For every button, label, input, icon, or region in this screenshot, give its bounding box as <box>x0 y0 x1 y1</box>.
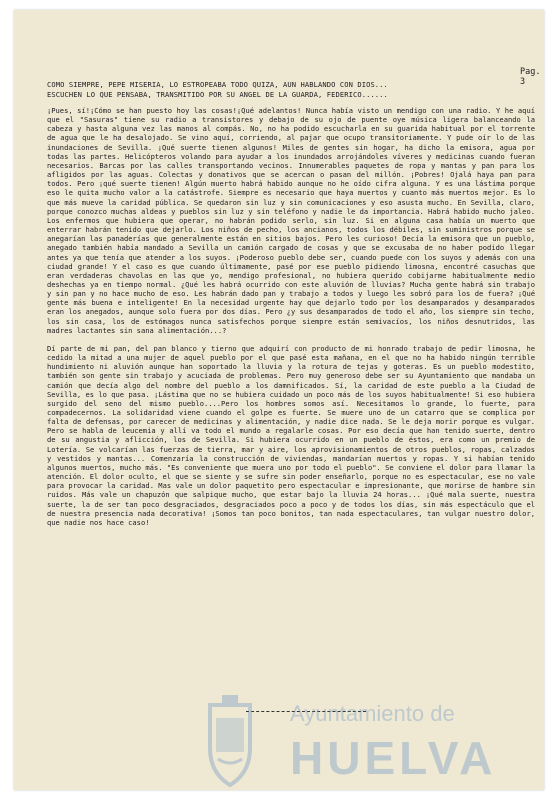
watermark-line-2: HUELVA <box>290 732 497 784</box>
document-page <box>14 10 544 790</box>
watermark-line-1: Ayuntamiento de <box>290 701 455 726</box>
archive-watermark <box>172 693 497 790</box>
document-heading <box>47 80 533 99</box>
page-number: Pag. 3 <box>520 67 541 87</box>
heading-line-2: ESCUCHEN LO QUE PENSABA, TRANSMITIDO POR SU ANGEL DE LA GUARDA, FEDERICO...... <box>47 89 388 99</box>
coat-of-arms-icon <box>180 693 280 790</box>
document-body <box>47 106 535 527</box>
paragraph-1: ¡Pues, sí!¡Cómo se han puesto hoy las cosas!¡Qué adelantos! Nunca había visto un mendigo con una radio. Y he aquí que el "Sasuras" tiene su radio a transistores y debajo de su ojo de puente oye música ligera balanceando la cabeza y hasta alguna vez las manos al compás. No, no ha podido escucharla en su guarida habitual por el torrente de agua que le ha desalojado. Se vino aquí, corriendo, al pajar que ocupo transitoriamente. Y pude oír lo de las inundaciones de Sevilla. ¡Qué suerte tienen algunos! Miles de gentes sin hogar, ha dicho la emisora, agua por todas las partes. Helicópteros volando para ayudar a los inundados arrojándoles víveres y medicinas cuando fueran necesarios. Barcas por las calles transportando vecinos. Innumerables paquetes de ropa y mantas y pan para los afligidos por las aguas. Colectas y donativos que se acercan o pasan del millón. ¡Pobres! Ojalá haya pan para todos. Pero ¡qué suerte tienen! Algún muerto habrá habido aunque no he oído cifra alguna. Y es una lástima porque eso le quita mucho valor a la catástrofe. Siempre es necesario que haya muertos y cuanto más muertos mejor. Es lo que más mueve la caridad pública. Se quedaron sin luz y sin comunicaciones y eso asusta mucho. En Sevilla, claro, porque conozco muchas aldeas y pueblos sin luz y sin teléfono y nadie le da importancia. Habrá habido mucho jaleo. Los enfermos que hubiera que operar, no habrán podido serlo, sin luz. Si en alguna casa había un muerto que enterrar habrán tenido que dejarlo. Los niños de pecho, los ancianos, todos los débiles, sin suministros porque se anegarían las panaderías que generalmente están en sitios bajos. Pero les curioso! Decía la emisora que un pueblo, anegado también había mandado a Sevilla un camión cargado de cosas y que se excusaba de no haber podido llegar antes ya que tenía que atender a los suyos. ¡Poderoso pueblo debe ser, cuando puede con los suyos y además con una ciudad grande! Y el caso es que cuando últimamente, pasé por ese pueblo pidiendo limosna, encontré casuchas que eran verdaderas chavolas en las que yo, mendigo profesional, no hubiera querido cobijarme habitualmente medio deshechas ya en tiempo normal. ¿Qué les habrá ocurrido con este aluvión de lluvias? Mucha gente habrá sin trabajo y sin pan y no hace mucho de eso. Les habrán dado pan y trabajo a todos y luego les sobró para los de fuera? ¡Qué gente más buena e inteligente! En la necesidad urgente hay que dejarlo todo por los desamparados y desamparados eran los anegados, aunque solo fuera por dos días. Pero ¿y sus desamparados de todo el año, los siempre sin techo, los sin casa, los de estómagos nunca satisfechos porque siempre están semivacíos, los niños desnutridos, las madres lactantes sin sana alimentación...? <box>47 106 535 335</box>
heading-line-1: COMO SIEMPRE, PEPE MISERIA, LO ESTROPEABA TODO QUIZA, AUN HABLANDO CON DIOS... <box>47 80 388 89</box>
closing-dashed-rule <box>246 711 366 712</box>
paragraph-2: Dí parte de mi pan, del pan blanco y tierno que adquirí con producto de mi honrado trabajo de pedir limosna, he cedido la mitad a una mujer de aquel pueblo por el que pasé esta mañana, en el que no ha habido ningún terrible hundimiento ni aluvión aunque han soportado la lluvia y la rotura de tejas y goteras. Es un pueblo modestito, también son gente sin trabajo y acuciada de problemas. Pero muy generoso debe ser su Ayuntamiento que mandaba un camión que decía algo del nombre del pueblo a los damnificados. Sí, la caridad de este pueblo a la Ciudad de Sevilla, es lo que pasa. ¡Lástima que no se hubiera cuidado un poco más de los suyos habitualmente! Si eso hubiera surgido del seno del mismo pueblo....Pero los hombres somos así. Necesitamos lo grande, lo fuerte, para compadecernos. La solidaridad viene cuando el golpe es fuerte. Se muere uno de un catarro que se complica por falta de defensas, por carecer de medicinas y alimentación, y nadie dice nada. Se le deja morir porque es vulgar. Pero se habla de leucemia y allí va todo el mundo a regalarle cosas. Por eso decía que han tenido suerte, dentro de su angustia y aflicción, los de Sevilla. Si hubiera ocurrido en un pueblo de éstos, era como un premio de Lotería. Se volcarían las fuerzas de tierra, mar y aire, los aprovisionamientos de otros pueblos, ropas, calzados y vestidos y mantas... Comenzaría la construcción de viviendas, mandarían muertos y ropas. Y si habían tenido algunos muertos, mucho más. "Es conveniente que muera uno por todo el pueblo". Se conviene el dolor para llamar la atención. El dolor oculto, el que se siente y se sufre sin poder enseñarlo, porque no es espectacular, ese no vale para provocar la caridad. Mas vale un dolor paquetito pero espectacular e impresionante, que morirse de hambre sin ruidos. Más vale un chapuzón que salpique mucho, que estar bajo la lluvia 24 horas... ¡Qué mala suerte, nuestra suerte, la de ser tan poco desgraciados, desgraciados poco a poco y de todos los días, sin más espectáculo que el de nuestra presencia nada decorativa! ¡Somos tan poco bonitos, tan nada espectaculares, tan vulgar nuestro dolor, que nadie nos hace caso! <box>47 343 535 527</box>
